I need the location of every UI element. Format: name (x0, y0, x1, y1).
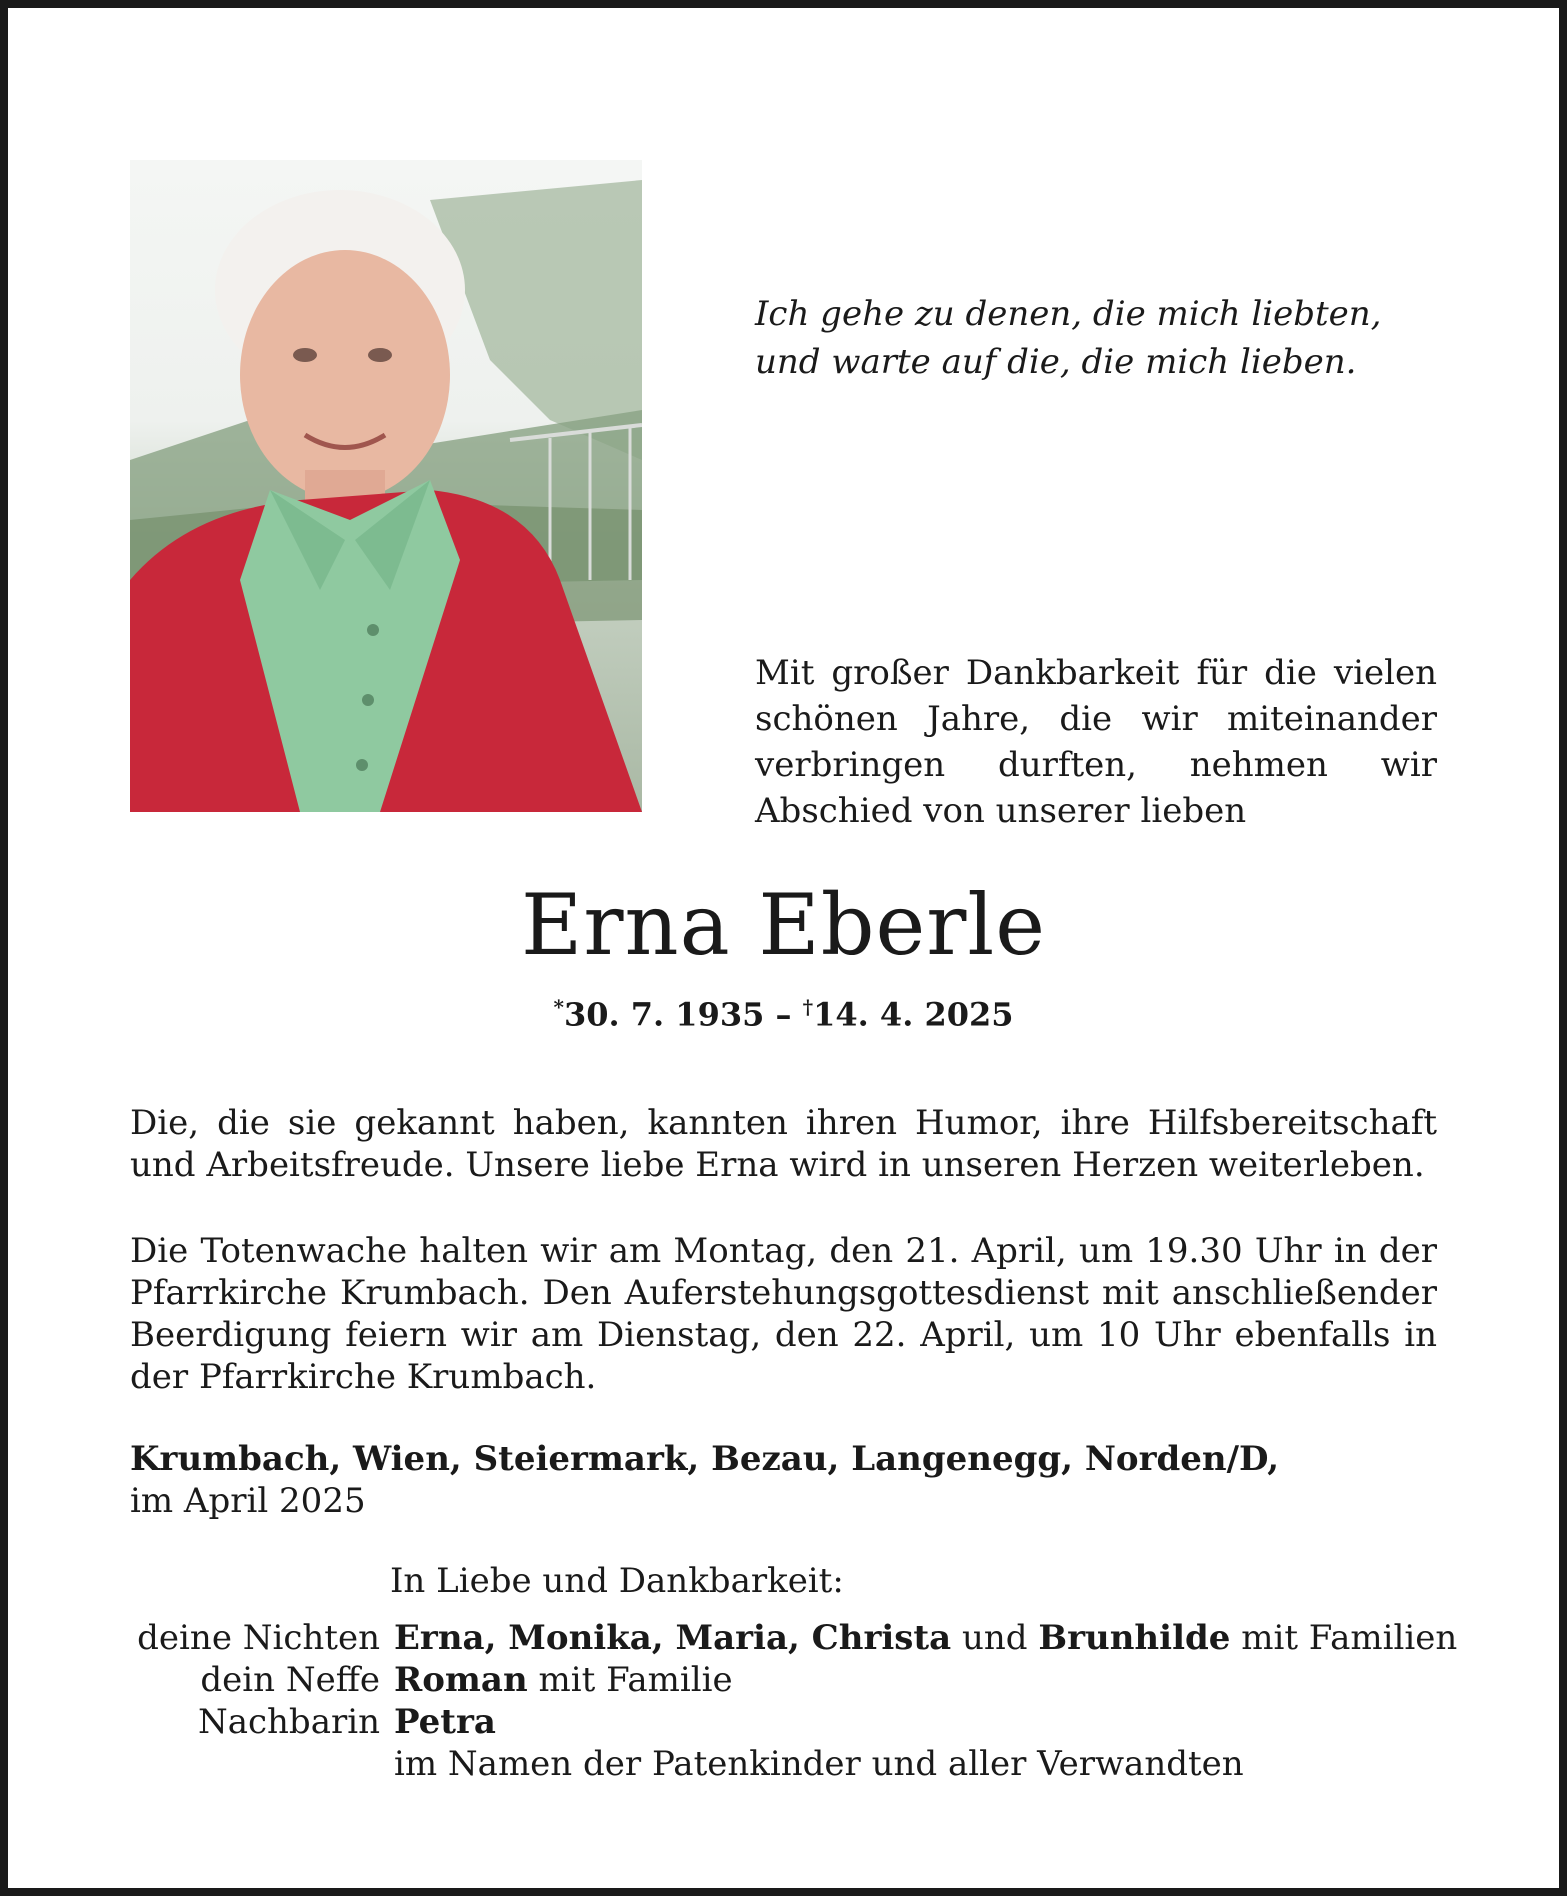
death-symbol: † (802, 995, 814, 1019)
signature-row-nephew (60, 1659, 1457, 1701)
nieces-and: und (951, 1618, 1039, 1658)
quote-line-2: und warte auf die, die mich lieben. (755, 342, 1357, 382)
date-separator: – (764, 995, 803, 1034)
neighbor-name: Petra (394, 1702, 496, 1742)
signature-heading: In Liebe und Dankbarkeit: (390, 1561, 844, 1601)
nieces-names-a: Erna, Monika, Maria, Christa (394, 1618, 952, 1658)
birth-date: 30. 7. 1935 (563, 995, 765, 1034)
nephew-name: Roman (394, 1660, 528, 1700)
portrait-photo (130, 160, 642, 812)
names-nieces (394, 1617, 1457, 1659)
nieces-suffix: mit Familien (1230, 1618, 1458, 1658)
places-list: Krumbach, Wien, Steiermark, Bezau, Langenegg, Norden/D, (130, 1439, 1280, 1479)
nephew-suffix: mit Familie (527, 1660, 733, 1700)
death-date: 14. 4. 2025 (813, 995, 1014, 1034)
quote (755, 290, 1455, 386)
role-neighbor: Nachbarin (197, 1702, 380, 1742)
role-nephew: dein Neffe (200, 1660, 380, 1700)
places-block (130, 1438, 1279, 1522)
funeral-info-paragraph: Die Totenwache halten wir am Montag, den 21. April, um 19.30 Uhr in der Pfarrkirche Krumbach. Den Auferstehungsgottesdienst mit anschließender Beerdigung feiern wir am Dienstag, den 22. April, um 10 Uhr ebenfalls in der Pfarrkirche Krumbach. (130, 1231, 1437, 1397)
role-nieces: deine Nichten (137, 1618, 380, 1658)
signature-table (60, 1617, 1457, 1785)
names-neighbor (394, 1701, 1457, 1743)
date-line: im April 2025 (130, 1481, 366, 1521)
life-dates (0, 995, 1567, 1034)
birth-symbol: * (553, 995, 564, 1019)
signature-row-closing (60, 1743, 1457, 1785)
quote-line-1: Ich gehe zu denen, die mich liebten, (755, 294, 1382, 334)
signature-row-nieces (60, 1617, 1457, 1659)
closing-line: im Namen der Patenkinder und aller Verwandten (394, 1744, 1244, 1784)
nieces-names-b: Brunhilde (1038, 1618, 1231, 1658)
intro-text: Mit großer Dankbarkeit für die vielen schönen Jahre, die wir miteinander verbringen durften, nehmen wir Abschied von unserer lieben (755, 653, 1437, 831)
signature-row-neighbor (60, 1701, 1457, 1743)
tribute-paragraph: Die, die sie gekannt haben, kannten ihren Humor, ihre Hilfsbereitschaft und Arbeitsfreude. Unsere liebe Erna wird in unseren Herzen weiterleben. (130, 1103, 1437, 1185)
deceased-name: Erna Eberle (521, 876, 1046, 974)
names-nephew (394, 1659, 1457, 1701)
